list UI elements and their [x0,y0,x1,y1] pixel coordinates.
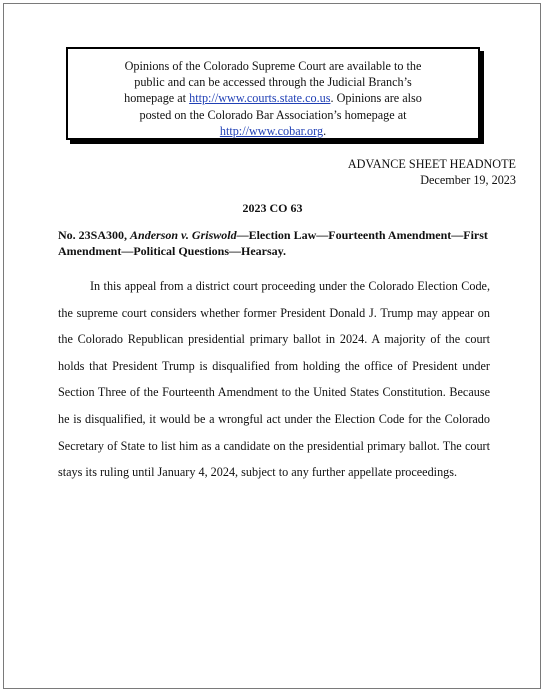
notice-line-4: posted on the Colorado Bar Association’s homepage at [139,107,407,122]
notice-line-3-suffix: . Opinions are also [330,91,422,106]
case-number: No. 23SA300, [58,228,128,242]
notice-line-3-prefix: homepage at [124,91,190,106]
opinions-notice-box [66,47,480,140]
case-caption [58,228,498,259]
notice-line-2: public and can be accessed through the Judicial Branch’s [134,75,412,90]
case-citation: 2023 CO 63 [242,201,303,215]
case-name: Anderson v. Griswold [130,228,237,242]
advance-sheet-headnote [348,156,516,188]
headnote-label: ADVANCE SHEET HEADNOTE [347,157,516,171]
headnote-body-paragraph: In this appeal from a district court proceeding under the Colorado Election Code, the supreme court considers whether former President Donald J. Trump may appear on the Colorado Republican presidential primary ballot in 2024. A majority of the court holds that President Trump is disqualified from holding the office of President under Section Three of the Fourteenth Amendment to the United States Constitution. Because he is disqualified, it would be a wrongful act under the Election Code for the Colorado Secretary of State to list him as a candidate on the presidential primary ballot. The court stays its ruling until January 4, 2024, subject to any further appellate proceedings. [58,279,490,480]
courts-website-link[interactable]: http://www.courts.state.co.us [189,91,331,106]
notice-line-1: Opinions of the Colorado Supreme Court are available to the [124,59,422,73]
cobar-website-link[interactable]: http://www.cobar.org [219,123,324,138]
notice-line-5-suffix: . [323,123,327,138]
headnote-date: December 19, 2023 [420,173,516,188]
case-topics: —Election Law—Fourteenth Amendment—First Amendment—Political Questions—Hearsay. [58,228,488,258]
